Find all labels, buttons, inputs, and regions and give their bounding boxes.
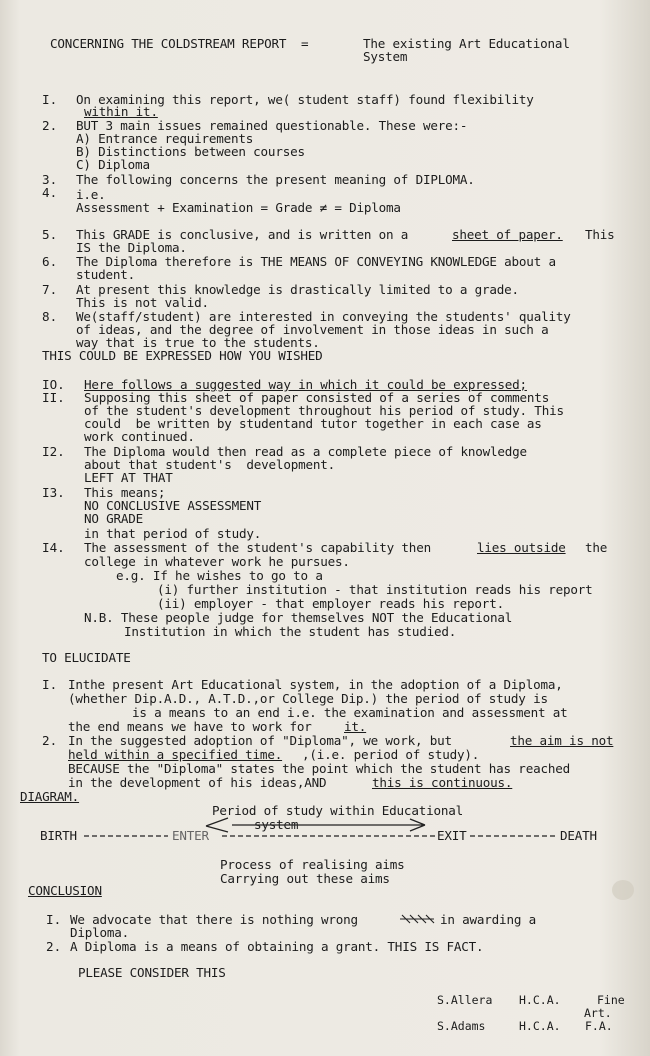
item-number: I. [42,92,58,107]
item-text: This [585,227,615,242]
item-text: of the student's development throughout his period of study. This [84,403,564,418]
item-number: I. [42,677,58,692]
item-text: in that period of study. [84,526,262,541]
item-text: could be written by studentand tutor together in each case as [84,416,542,431]
item-number: 8. [42,309,58,324]
section-heading: CONCLUSION [28,883,102,898]
item-text-underlined: sheet of paper. [452,227,563,242]
item-text-underlined: held within a specified time. [68,747,283,762]
item-number: 4. [42,185,58,200]
item-text: (ii) employer - that employer reads his report. [157,596,504,611]
item-text: In the suggested adoption of "Diploma", we work, but [68,733,452,748]
item-number: IO. [42,377,65,392]
item-number: 5. [42,227,58,242]
item-number: I4. [42,540,65,555]
item-text: We(staff/student) are interested in conveying the students' quality [76,309,571,324]
item-text: the end means we have to work for [68,719,312,734]
item-text: A Diploma is a means of obtaining a grant. THIS IS FACT. [70,939,484,954]
item-text: work continued. [84,429,195,444]
item-text: At present this knowledge is drastically limited to a grade. [76,282,519,297]
item-text: (i) further institution - that institution reads his report [157,582,593,597]
item-number: 2. [42,733,58,748]
signature-dept: Fine [597,993,625,1007]
item-text: The assessment of the student's capability then [84,540,431,555]
item-text: THIS COULD BE EXPRESSED HOW YOU WISHED [42,348,323,363]
item-text: On examining this report, we( student staff) found flexibility [76,92,534,107]
diagram-timeline [0,829,650,843]
item-text: This is not valid. [76,295,209,310]
signature-dept: F.A. [585,1019,613,1033]
item-text: ,(i.e. period of study). [302,747,480,762]
item-text: We advocate that there is nothing wrong [70,912,358,927]
item-text: The Diploma would then read as a complete piece of knowledge [84,444,527,459]
signature-dept: Art. [584,1006,612,1020]
signature-name: S.Allera [437,993,493,1007]
item-text-underlined: this is continuous. [372,775,513,790]
item-text: student. [76,267,136,282]
item-number: 2. [42,118,58,133]
item-text: of ideas, and the degree of involvement in those ideas in such a [76,322,549,337]
item-text: C) Diploma [76,157,150,172]
diagram-top-text: Period of study within Educational [212,803,463,818]
item-text: about that student's development. [84,457,335,472]
item-text-underlined: Here follows a suggested way in which it could be expressed; [84,377,527,392]
header-left: CONCERNING THE COLDSTREAM REPORT = [50,36,309,51]
header-right-2: System [363,49,408,64]
item-number: I. [46,912,62,927]
item-number: I2. [42,444,65,459]
item-text: This GRADE is conclusive, and is written on a [76,227,409,242]
diagram-label: DIAGRAM. [20,789,80,804]
item-text-underlined: it. [344,719,367,734]
item-text: Assessment + Examination = Grade ≠ = Diploma [76,200,401,215]
item-text: e.g. If he wishes to go to a [116,568,323,583]
item-text: within it. [84,104,158,119]
item-text: BUT 3 main issues remained questionable. These were:- [76,118,468,133]
signature-course: H.C.A. [519,993,561,1007]
item-text: is a means to an end i.e. the examination and assessment at [132,705,568,720]
item-text: A) Entrance requirements [76,131,254,146]
item-text: in awarding a [440,912,536,927]
item-number: I3. [42,485,65,500]
diagram-exit: EXIT [437,828,467,843]
diagram-bottom-text: Process of realising aims [220,857,405,872]
signature-course: H.C.A. [519,1019,561,1033]
item-number: 7. [42,282,58,297]
header-right-1: The existing Art Educational [363,36,570,51]
closing-note: PLEASE CONSIDER THIS [78,965,226,980]
item-text: i.e. [76,187,106,202]
item-text: Diploma. [70,925,130,940]
item-number: 3. [42,172,58,187]
diagram-death: DEATH [560,828,597,843]
item-text: the [585,540,608,555]
strikethrough-scribble [398,912,438,926]
item-text-underlined: lies outside [477,540,566,555]
item-text: (whether Dip.A.D., A.T.D.,or College Dip.) the period of study is [68,691,548,706]
item-text: BECAUSE the "Diploma" states the point which the student has reached [68,761,570,776]
item-text: IS the Diploma. [76,240,187,255]
item-text: Supposing this sheet of paper consisted of a series of comments [84,390,550,405]
item-text: way that is true to the students. [76,335,320,350]
diagram-bottom-text: Carrying out these aims [220,871,390,886]
item-text: college in whatever work he pursues. [84,554,350,569]
diagram-top-text: system [254,817,299,832]
item-text-underlined: the aim is not [510,733,614,748]
item-number: 2. [46,939,62,954]
section-heading: TO ELUCIDATE [42,650,131,665]
paper-stain [612,880,634,900]
signature-name: S.Adams [437,1019,486,1033]
diagram-birth: BIRTH [40,828,77,843]
diagram-enter: ENTER [172,828,209,843]
item-text: NO GRADE [84,511,144,526]
item-text: B) Distinctions between courses [76,144,305,159]
item-text: in the development of his ideas,AND [68,775,327,790]
item-text: NO CONCLUSIVE ASSESSMENT [84,498,262,513]
item-text: LEFT AT THAT [84,470,173,485]
item-text: Inthe present Art Educational system, in the adoption of a Diploma, [68,677,563,692]
item-text: N.B. These people judge for themselves NOT the Educational [84,610,513,625]
item-number: II. [42,390,65,405]
item-text: The Diploma therefore is THE MEANS OF CONVEYING KNOWLEDGE about a [76,254,556,269]
item-number: 6. [42,254,58,269]
item-text: The following concerns the present meaning of DIPLOMA. [76,172,475,187]
item-text: This means; [84,485,166,500]
item-text: Institution in which the student has studied. [124,624,457,639]
